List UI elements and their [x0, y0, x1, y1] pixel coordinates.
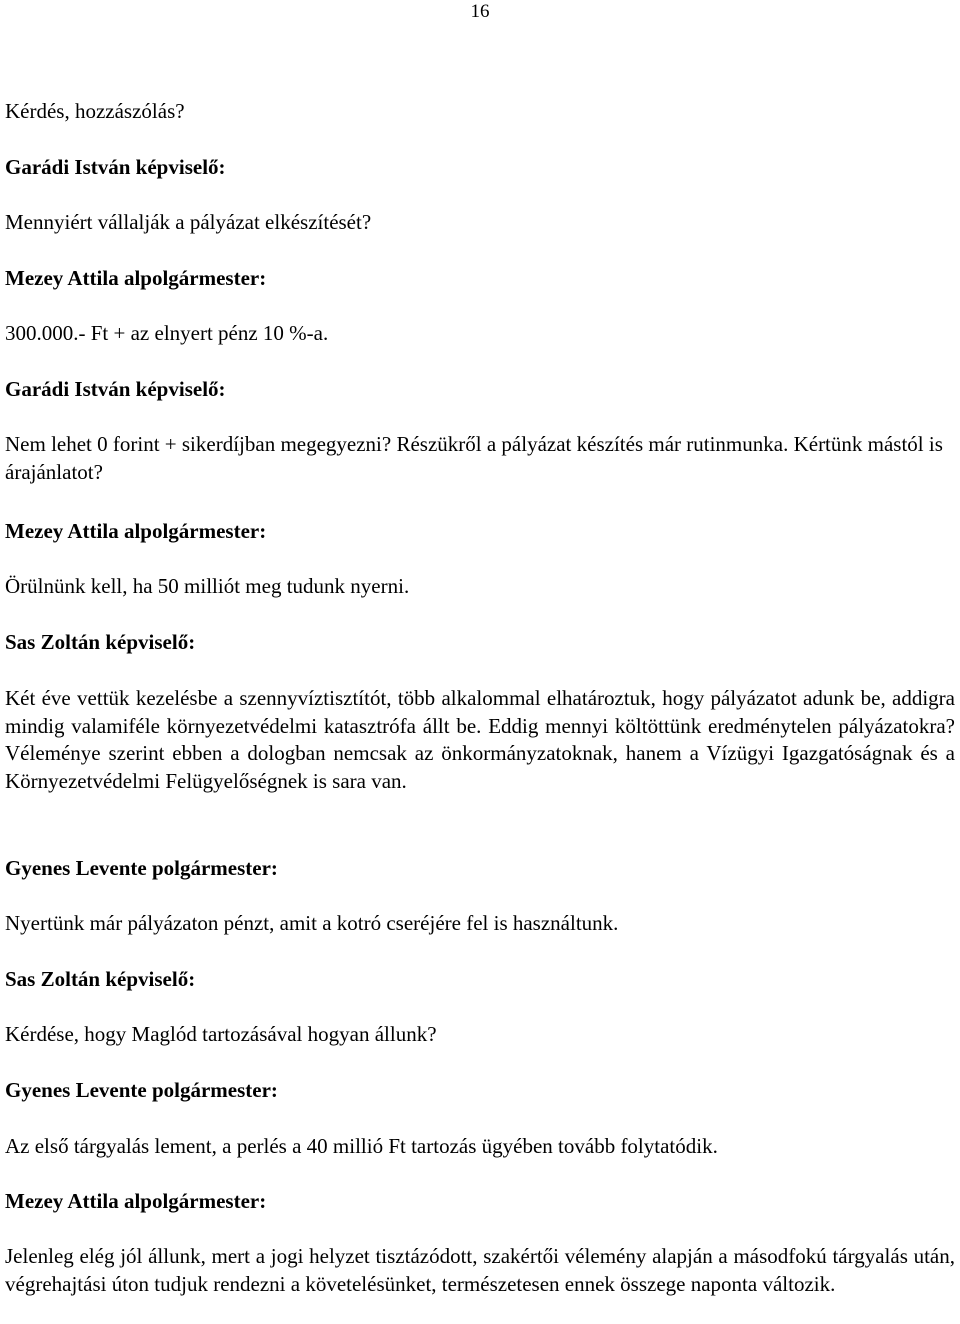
paragraph: Két éve vettük kezelésbe a szennyvíztisztítót, több alkalommal elhatároztuk, hogy pályázatot adunk be, addigra mindig valamiféle környezetvédelmi katasztrófa állt be. Eddig mennyi költöttünk eredménytelen pályázatokra? Véleménye szerint ebben a dologban nemcsak az önkormányzatoknak, hanem a Vízügyi Igazgatóságnak és a Környezetvédelmi Felügyelőségnek is sara van.: [5, 686, 955, 793]
paragraph: 300.000.- Ft + az elnyert pénz 10 %-a.: [5, 321, 329, 345]
speaker-heading: Garádi István képviselő:: [5, 155, 226, 179]
speaker-heading: Gyenes Levente polgármester:: [5, 1078, 278, 1102]
speaker-heading: Garádi István képviselő:: [5, 377, 226, 401]
paragraph: Mennyiért vállalják a pályázat elkészítését?: [5, 210, 372, 234]
paragraph: Nem lehet 0 forint + sikerdíjban megegyezni? Részükről a pályázat készítés már rutinmunka. Kértünk mástól is árajánlatot?: [5, 432, 943, 484]
speaker-heading: Mezey Attila alpolgármester:: [5, 266, 267, 290]
question-prompt: Kérdés, hozzászólás?: [5, 99, 185, 123]
paragraph: Örülnünk kell, ha 50 milliót meg tudunk nyerni.: [5, 574, 410, 598]
paragraph: Az első tárgyalás lement, a perlés a 40 millió Ft tartozás ügyében tovább folytatódik.: [5, 1134, 718, 1158]
speaker-heading: Gyenes Levente polgármester:: [5, 856, 278, 880]
speaker-heading: Mezey Attila alpolgármester:: [5, 1189, 267, 1213]
paragraph: Kérdése, hogy Maglód tartozásával hogyan állunk?: [5, 1022, 437, 1046]
speaker-heading: Sas Zoltán képviselő:: [5, 967, 196, 991]
paragraph: Nyertünk már pályázaton pénzt, amit a kotró cseréjére fel is használtunk.: [5, 911, 619, 935]
speaker-heading: Mezey Attila alpolgármester:: [5, 519, 267, 543]
speaker-heading: Sas Zoltán képviselő:: [5, 630, 196, 654]
paragraph: Jelenleg elég jól állunk, mert a jogi helyzet tisztázódott, szakértői vélemény alapján a másodfokú tárgyalás után, végrehajtási úton tudjuk rendezni a követelésünket, természetesen ennek összege naponta változik.: [5, 1244, 955, 1296]
page-number: 16: [470, 1, 490, 22]
